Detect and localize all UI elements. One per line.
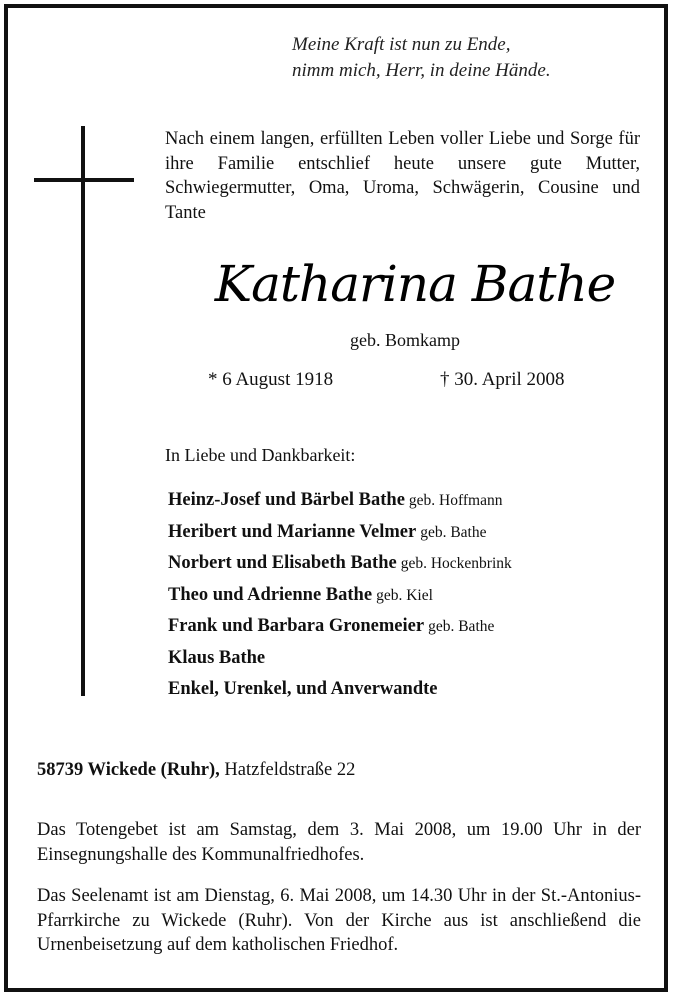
cross-icon <box>81 126 85 696</box>
cross-icon-bar <box>34 178 134 182</box>
list-item <box>168 548 512 580</box>
family-name: Enkel, Urenkel, und Anverwandte <box>168 679 438 699</box>
family-name: Frank und Barbara Gronemeier <box>168 616 425 636</box>
family-list <box>168 485 512 706</box>
family-nee: geb. Bathe <box>420 523 487 541</box>
family-name: Klaus Bathe <box>168 647 266 668</box>
family-name: Norbert und Elisabeth Bathe <box>168 553 397 573</box>
address-location: 58739 Wickede (Ruhr), <box>37 760 220 780</box>
service-paragraph-prayer: Das Totengebet ist am Samstag, dem 3. Mai 2008, um 19.00 Uhr in der Einsegnungshalle des Kommunalfriedhofes. <box>37 820 641 865</box>
list-item <box>168 674 512 706</box>
family-nee: geb. Kiel <box>376 586 433 604</box>
list-item <box>168 643 512 675</box>
list-item <box>168 580 512 612</box>
family-name: Heribert und Marianne Velmer <box>168 521 417 542</box>
family-nee: geb. Hoffmann <box>408 492 503 509</box>
address <box>37 760 355 781</box>
intro-text: Nach einem langen, erfüllten Leben voller Liebe und Sorge für ihre Familie entschlief heute unsere gute Mutter, Schwiegermutter, Oma, Uroma, Schwägerin, Cousine und Tante <box>165 129 640 223</box>
deceased-maiden-name: geb. Bomkamp <box>350 330 460 350</box>
family-name: Heinz-Josef und Bärbel Bathe <box>168 490 405 510</box>
birth-date: * 6 August 1918 <box>208 369 334 390</box>
death-date: † 30. April 2008 <box>440 369 565 390</box>
service-paragraph-mass: Das Seelenamt ist am Dienstag, 6. Mai 2008, um 14.30 Uhr in der St.-Antonius-Pfarrkirche zu Wickede (Ruhr). Von der Kirche aus ist anschließend die Urnenbeisetzung auf dem katholischen Friedhof. <box>37 886 641 955</box>
family-name: Theo und Adrienne Bathe <box>168 584 373 605</box>
motto-line: Meine Kraft ist nun zu Ende, <box>292 34 511 55</box>
family-nee: geb. Hockenbrink <box>400 555 512 572</box>
motto <box>292 32 551 84</box>
family-nee: geb. Bathe <box>428 618 495 635</box>
list-item <box>168 485 512 517</box>
list-item <box>168 517 512 549</box>
thanks-line: In Liebe und Dankbarkeit: <box>165 445 356 465</box>
address-street: Hatzfeldstraße 22 <box>224 760 356 780</box>
deceased-name: Katharina Bathe <box>214 255 616 313</box>
list-item <box>168 611 512 643</box>
motto-line: nimm mich, Herr, in deine Hände. <box>292 60 551 81</box>
